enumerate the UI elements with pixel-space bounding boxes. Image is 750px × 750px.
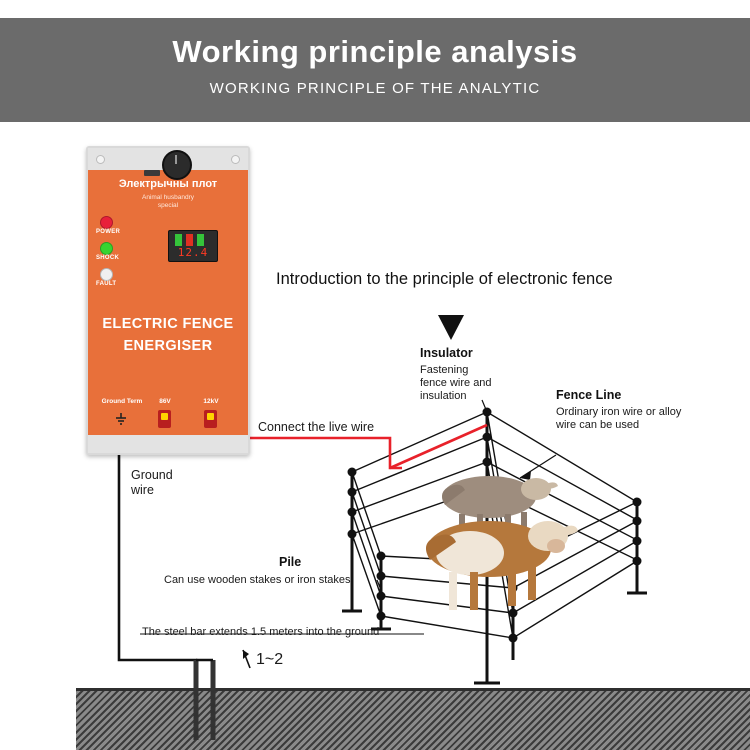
voltage-value: 12.4 xyxy=(177,246,209,259)
display-bar-green-2 xyxy=(197,234,204,246)
display-bar-green xyxy=(175,234,182,246)
device-name-line1: ELECTRIC FENCE xyxy=(102,316,234,332)
electric-fence-energiser xyxy=(86,146,250,455)
device-name-line2: ENERGISER xyxy=(123,338,213,354)
insulator-desc: Fastening fence wire and insulation xyxy=(420,364,492,402)
header-banner xyxy=(0,18,750,122)
device-bottom-panel xyxy=(88,435,248,453)
ground-wire-label: Ground wire xyxy=(131,468,173,497)
depth-label: 1~2 xyxy=(256,651,284,668)
cow-front xyxy=(426,521,578,610)
terminal-12kv xyxy=(204,410,217,428)
device-brand-sub-line2: special xyxy=(157,202,179,209)
terminal-86v xyxy=(158,410,171,428)
device-brand-label: Электрычны плот xyxy=(118,178,218,190)
power-led-label: POWER xyxy=(96,229,121,235)
intro-title: Introduction to the principle of electronic fence xyxy=(276,270,613,288)
display-bar-red xyxy=(186,234,193,246)
device-brand-sub-line1: Animal husbandry xyxy=(141,194,195,201)
page-subtitle: WORKING PRINCIPLE OF THE ANALYTIC xyxy=(209,80,541,97)
fence-line-desc: Ordinary iron wire or alloy wire can be used xyxy=(556,406,682,431)
fault-led xyxy=(100,268,113,281)
cow-back xyxy=(442,476,558,536)
device-brand-sub xyxy=(96,194,240,210)
voltage-display xyxy=(168,230,218,262)
power-knob[interactable] xyxy=(162,150,192,180)
pile-title: Pile xyxy=(279,555,302,569)
ground-hatching xyxy=(76,688,750,750)
device-top-panel xyxy=(88,148,248,170)
pile-desc: Can use wooden stakes or iron stakes xyxy=(164,574,351,586)
shock-led-label: SHOCK xyxy=(96,255,120,261)
live-wire-label: Connect the live wire xyxy=(258,420,375,434)
screw-icon xyxy=(231,155,240,164)
ground-terminal xyxy=(114,412,128,426)
power-led xyxy=(100,216,113,229)
insulator-title: Insulator xyxy=(420,346,473,360)
terminal-86v-label: 86V xyxy=(159,398,171,405)
shock-led xyxy=(100,242,113,255)
page-title: Working principle analysis xyxy=(172,34,578,69)
fuse-holder xyxy=(144,170,160,176)
fault-led-label: FAULT xyxy=(96,281,117,287)
screw-icon xyxy=(96,155,105,164)
steel-bar-label: The steel bar extends 1.5 meters into the ground xyxy=(142,626,380,638)
ground-terminal-label: Ground Term xyxy=(101,398,143,405)
terminal-12kv-label: 12kV xyxy=(203,398,219,405)
fence-line-title: Fence Line xyxy=(556,388,622,402)
